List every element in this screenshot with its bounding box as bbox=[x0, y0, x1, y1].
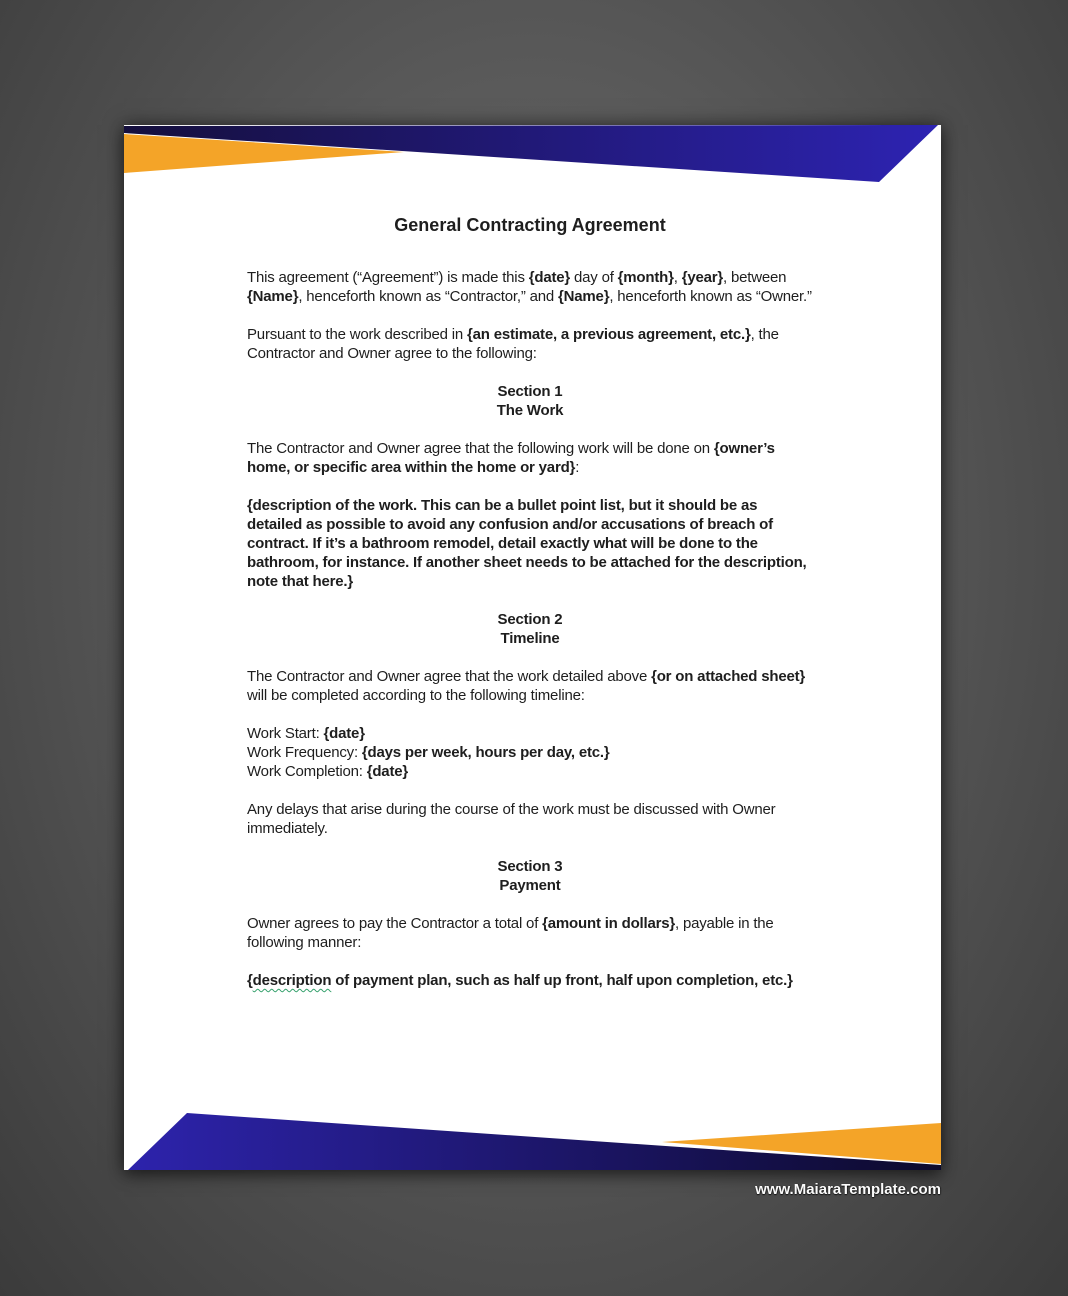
section-heading-line: Section 1 bbox=[497, 383, 563, 400]
paragraph bbox=[247, 439, 813, 477]
text-run: Work Completion: bbox=[247, 763, 367, 780]
text-run: The Contractor and Owner agree that the following work will be done on bbox=[247, 440, 714, 457]
text-run: , bbox=[673, 269, 682, 286]
section-heading-line: Section 2 bbox=[497, 611, 563, 628]
text-run: : bbox=[575, 459, 580, 476]
text-run: day of bbox=[570, 269, 618, 286]
text-run: Any delays that arise during the course of the work must be discussed with Owner immediately. bbox=[247, 801, 776, 837]
text-run: {or on attached sheet} bbox=[651, 668, 806, 685]
text-run: , between bbox=[723, 269, 787, 286]
text-run: description bbox=[252, 972, 332, 989]
document-title: General Contracting Agreement bbox=[394, 215, 666, 235]
text-run: Work Frequency: bbox=[247, 744, 362, 761]
text-run: {description of the work. This can be a bullet point list, but it should be as detailed as possible to avoid any confusion and/or accusations of breach of contract. If it’s a bathroom remodel, detail exactly what will be done to the bathroom, for instance. If another sheet needs to be attached for the description, note that here.} bbox=[247, 497, 807, 590]
section-heading-line: Section 3 bbox=[497, 858, 563, 875]
text-run: {Name} bbox=[558, 288, 610, 305]
paragraph bbox=[247, 496, 813, 591]
paragraph bbox=[247, 325, 813, 363]
detail-lines bbox=[247, 724, 813, 781]
detail-line bbox=[247, 743, 813, 762]
detail-line bbox=[247, 762, 813, 781]
document-content bbox=[247, 214, 813, 1009]
text-run: will be completed according to the following timeline: bbox=[247, 687, 585, 704]
text-run: , henceforth known as “Owner.” bbox=[609, 288, 812, 305]
section-heading bbox=[247, 382, 813, 420]
top-banner bbox=[124, 125, 941, 195]
text-run: {year} bbox=[681, 269, 724, 286]
section-heading-line: Timeline bbox=[500, 630, 560, 647]
document-page bbox=[124, 125, 941, 1170]
paragraph bbox=[247, 268, 813, 306]
text-run: {an estimate, a previous agreement, etc.} bbox=[467, 326, 751, 343]
text-run: , payable in the following manner: bbox=[247, 915, 774, 951]
section-heading bbox=[247, 610, 813, 648]
text-run: {amount in dollars} bbox=[542, 915, 676, 932]
text-run: {date} bbox=[366, 763, 409, 780]
text-run: {date} bbox=[323, 725, 365, 742]
text-run: {days per week, hours per day, etc.} bbox=[361, 744, 610, 761]
section-heading-line: The Work bbox=[496, 402, 564, 419]
text-run: , henceforth known as “Contractor,” and bbox=[298, 288, 558, 305]
paragraph bbox=[247, 800, 813, 838]
text-run: Work Start: bbox=[247, 725, 324, 742]
text-run: {owner’s home, or specific area within the home or yard} bbox=[247, 440, 775, 476]
text-run: {date} bbox=[528, 269, 571, 286]
text-run: Pursuant to the work described in bbox=[247, 326, 467, 343]
watermark-text: www.MaiaraTemplate.com bbox=[755, 1181, 941, 1198]
text-run: {month} bbox=[617, 269, 674, 286]
paragraph bbox=[247, 914, 813, 952]
text-run: { bbox=[247, 972, 253, 989]
paragraph bbox=[247, 971, 813, 990]
text-run: The Contractor and Owner agree that the work detailed above bbox=[247, 668, 652, 685]
document-body bbox=[247, 268, 813, 990]
section-heading-line: Payment bbox=[499, 877, 561, 894]
text-run: Owner agrees to pay the Contractor a total of bbox=[247, 915, 543, 932]
section-heading bbox=[247, 857, 813, 895]
text-run: {Name} bbox=[247, 288, 299, 305]
text-run: This agreement (“Agreement”) is made this bbox=[247, 269, 529, 286]
bottom-banner bbox=[124, 1110, 941, 1170]
text-run: , the Contractor and Owner agree to the following: bbox=[247, 326, 779, 362]
detail-line bbox=[247, 724, 813, 743]
text-run: of payment plan, such as half up front, half upon completion, etc.} bbox=[331, 972, 793, 989]
paragraph bbox=[247, 667, 813, 705]
